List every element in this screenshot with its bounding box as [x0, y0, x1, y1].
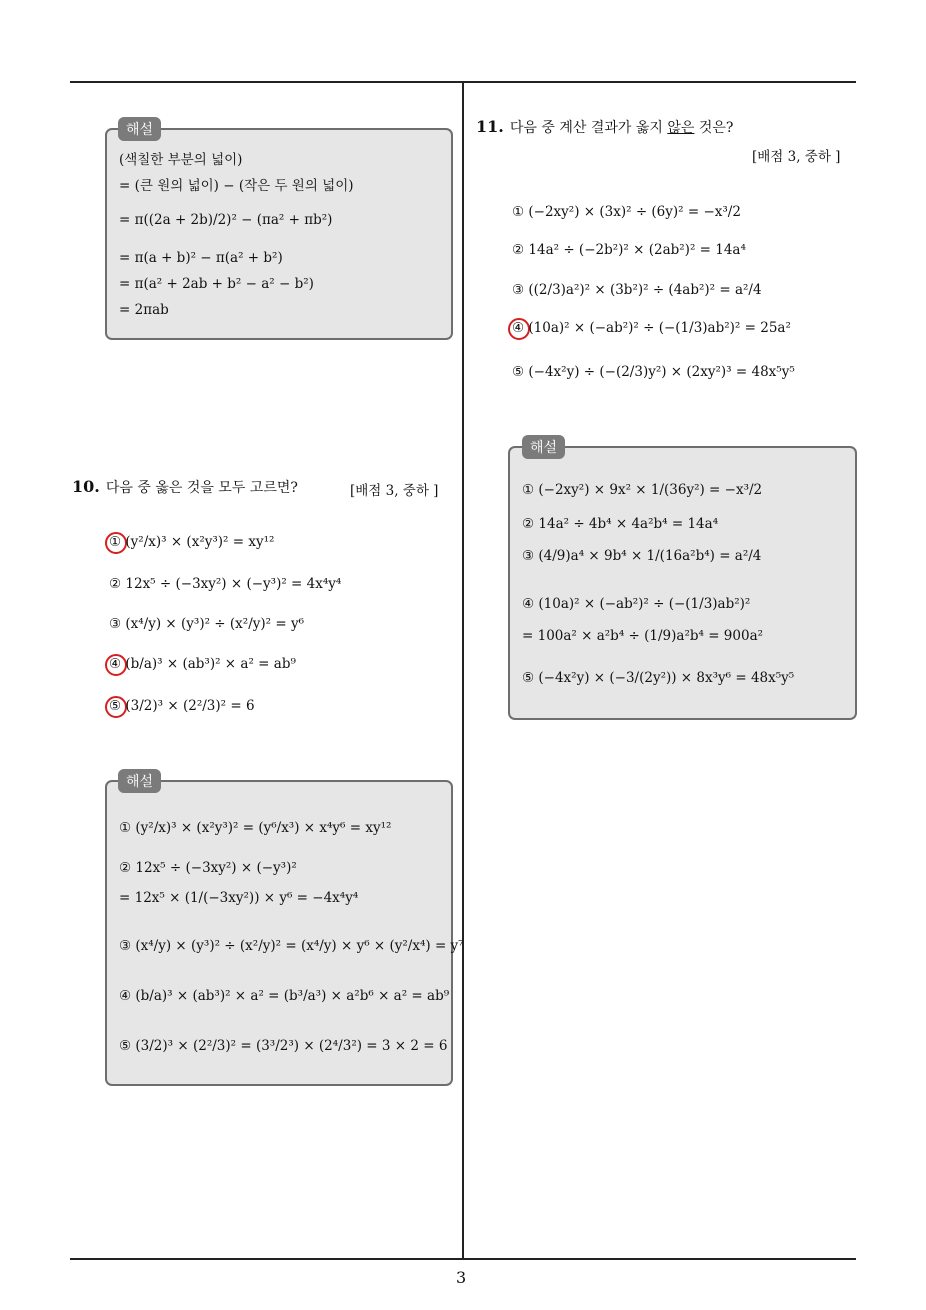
bottom-rule	[70, 1258, 856, 1260]
explanation-line: ① (y²/x)³ × (x²y³)² = (y⁶/x³) × x⁴y⁶ = xy¹²	[119, 820, 392, 836]
question-text: 다음 중 계산 결과가 옳지	[509, 120, 668, 136]
explanation-line: ⑤ (−4x²y) × (−3/(2y²)) × 8x³y⁶ = 48x⁵y⁵	[522, 670, 795, 686]
explanation-line: = (큰 원의 넓이) − (작은 두 원의 넓이)	[119, 178, 354, 194]
explanation-line: = 100a² × a²b⁴ ÷ (1/9)a²b⁴ = 900a²	[522, 628, 764, 644]
question-number: 11.	[476, 117, 504, 136]
explanation-tag: 해설	[118, 769, 161, 793]
explanation-box-11	[508, 446, 857, 720]
column-divider	[462, 82, 464, 1259]
explanation-line: (색칠한 부분의 넓이)	[119, 152, 243, 168]
explanation-line: = π(a + b)² − π(a² + b²)	[119, 250, 283, 266]
explanation-line: ③ (x⁴/y) × (y³)² ÷ (x²/y)² = (x⁴/y) × y⁶ × (y²/x⁴) = y⁷	[119, 938, 464, 954]
explanation-line: ② 12x⁵ ÷ (−3xy²) × (−y³)²	[119, 860, 297, 876]
q11-option-2: ② 14a² ÷ (−2b²)² × (2ab²)² = 14a⁴	[512, 242, 746, 258]
question-text-underlined: 않은	[667, 120, 695, 136]
q11-option-4: ④ (10a)² × (−ab²)² ÷ (−(1/3)ab²)² = 25a²	[512, 320, 791, 336]
q10-option-3: ③ (x⁴/y) × (y³)² ÷ (x²/y)² = y⁶	[109, 616, 304, 632]
question-10-meta: [배점 3, 중하 ]	[350, 483, 439, 499]
explanation-tag: 해설	[118, 117, 161, 141]
explanation-line: = 12x⁵ × (1/(−3xy²)) × y⁶ = −4x⁴y⁴	[119, 890, 359, 906]
question-10-title	[72, 477, 298, 497]
explanation-tag: 해설	[522, 435, 565, 459]
question-11-title	[476, 117, 733, 137]
q10-option-4: ④ (b/a)³ × (ab³)² × a² = ab⁹	[109, 656, 296, 672]
question-text-end: 것은?	[694, 120, 734, 136]
q10-option-5: ⑤ (3/2)³ × (2²/3)² = 6	[109, 698, 255, 714]
question-11-meta: [배점 3, 중하 ]	[752, 149, 841, 165]
explanation-line: ① (−2xy²) × 9x² × 1/(36y²) = −x³/2	[522, 482, 763, 498]
explanation-line: = 2πab	[119, 302, 169, 318]
q10-option-2: ② 12x⁵ ÷ (−3xy²) × (−y³)² = 4x⁴y⁴	[109, 576, 342, 592]
explanation-line: = π((2a + 2b)/2)² − (πa² + πb²)	[119, 212, 333, 228]
explanation-line: ⑤ (3/2)³ × (2²/3)² = (3³/2³) × (2⁴/3²) = 3 × 2 = 6	[119, 1038, 448, 1054]
explanation-line: ③ (4/9)a⁴ × 9b⁴ × 1/(16a²b⁴) = a²/4	[522, 548, 762, 564]
q11-option-1: ① (−2xy²) × (3x)² ÷ (6y)² = −x³/2	[512, 204, 741, 220]
question-number: 10.	[72, 477, 100, 496]
explanation-line: = π(a² + 2ab + b² − a² − b²)	[119, 276, 314, 292]
question-text: 다음 중 옳은 것을 모두 고르면?	[105, 480, 298, 496]
explanation-box-10	[105, 780, 464, 1086]
q11-option-3: ③ ((2/3)a²)² × (3b²)² ÷ (4ab²)² = a²/4	[512, 282, 762, 298]
explanation-line: ④ (b/a)³ × (ab³)² × a² = (b³/a³) × a²b⁶ × a² = ab⁹	[119, 988, 450, 1004]
q10-option-1: ① (y²/x)³ × (x²y³)² = xy¹²	[109, 534, 275, 550]
explanation-box-9	[105, 128, 453, 340]
page-number: 3	[456, 1268, 467, 1287]
explanation-line: ② 14a² ÷ 4b⁴ × 4a²b⁴ = 14a⁴	[522, 516, 719, 532]
explanation-line: ④ (10a)² × (−ab²)² ÷ (−(1/3)ab²)²	[522, 596, 751, 612]
q11-option-5: ⑤ (−4x²y) ÷ (−(2/3)y²) × (2xy²)³ = 48x⁵y⁵	[512, 364, 795, 380]
